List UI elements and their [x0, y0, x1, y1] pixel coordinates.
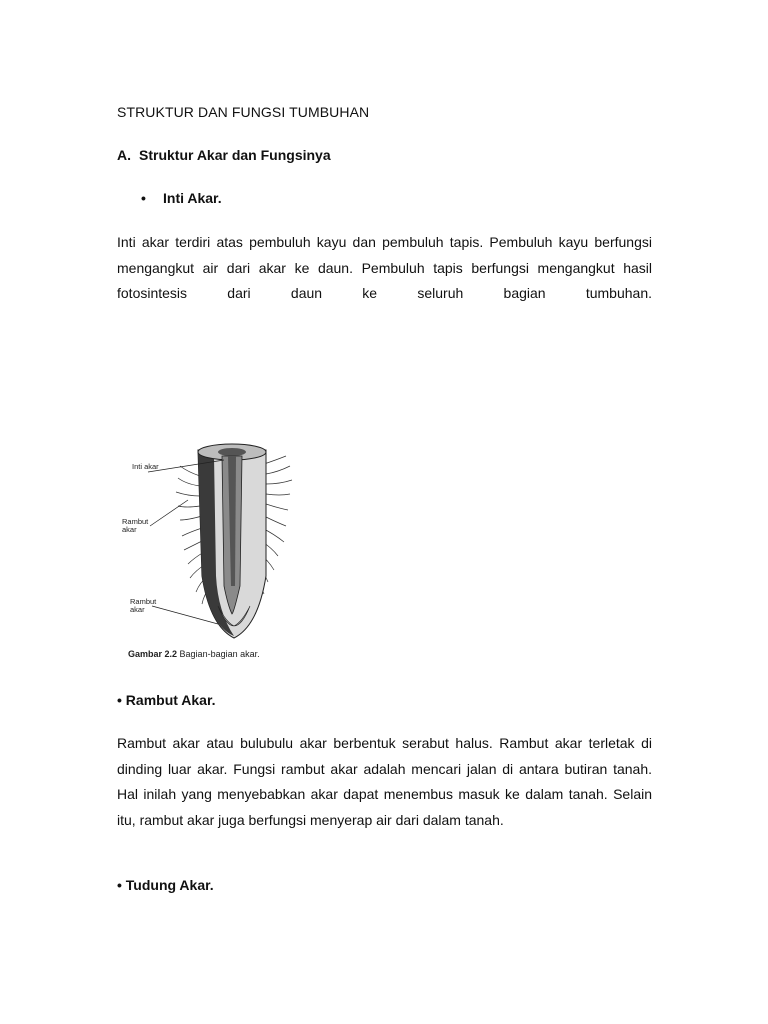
figure-caption-text: Bagian-bagian akar. [179, 649, 260, 659]
section-heading-text: Struktur Akar dan Fungsinya [139, 147, 331, 163]
figure-caption [128, 649, 260, 659]
label-rambut-akar-1: Rambut akar [122, 517, 149, 534]
page-title: STRUKTUR DAN FUNGSI TUMBUHAN [117, 104, 370, 120]
tudung-akar-heading: • Tudung Akar. [117, 877, 214, 893]
label-inti-akar: Inti akar [132, 462, 159, 471]
rambut-akar-paragraph: Rambut akar atau bulubulu akar berbentuk serabut halus. Rambut akar terletak di dinding luar akar. Fungsi rambut akar adalah mencari jalan di antara butiran tanah. Hal inilah yang menyebabkan akar dapat menembus masuk ke dalam tanah. Selain itu, rambut akar juga berfungsi menyerap air dari dalam tanah. [117, 735, 652, 828]
section-letter: A. [117, 147, 131, 163]
root-figure [118, 436, 310, 668]
inti-akar-heading [141, 190, 222, 206]
figure-caption-prefix: Gambar 2.2 [128, 649, 178, 659]
inti-akar-heading-text: Inti Akar. [163, 190, 222, 206]
root-core-top [218, 448, 246, 456]
bullet-icon: • [141, 190, 146, 206]
rambut-akar-heading: • Rambut Akar. [117, 692, 216, 708]
label-rambut-akar-2: Rambut akar [130, 597, 157, 614]
section-heading-a [117, 147, 331, 163]
inti-akar-paragraph: Inti akar terdiri atas pembuluh kayu dan pembuluh tapis. Pembuluh kayu berfungsi mengangkut air dari akar ke daun. Pembuluh tapis berfungsi mengangkut hasil fotosintesis dari daun ke seluruh bagian tumbuhan. [117, 234, 652, 301]
